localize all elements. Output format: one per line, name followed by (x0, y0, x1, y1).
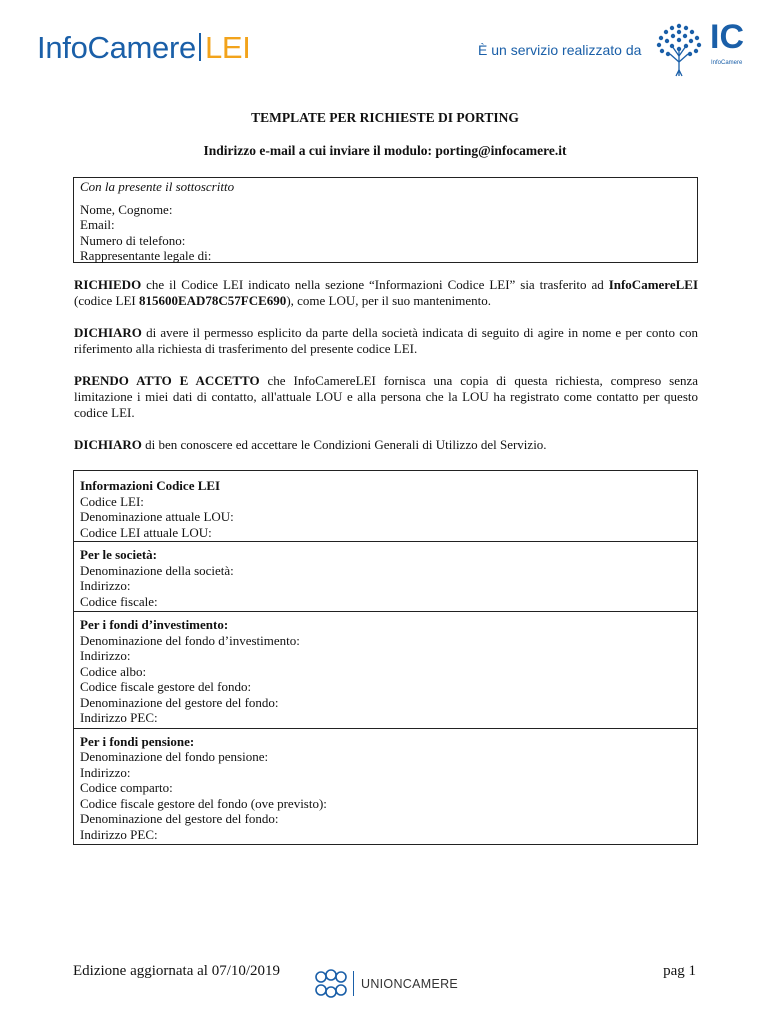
field-label: Denominazione del gestore del fondo: (80, 694, 279, 710)
p1-text-1: che il Codice LEI indicato nella sezione “Informazioni Codice LEI” sia trasferito ad (141, 277, 609, 292)
field-label: Codice fiscale gestore del fondo (ove previsto): (80, 795, 327, 811)
page-number: pag 1 (663, 963, 696, 979)
field-label: Denominazione del fondo d’investimento: (80, 632, 300, 648)
field-label: Denominazione della società: (80, 562, 234, 578)
p4-bold: DICHIARO (74, 437, 142, 452)
signer-field-email: Email: (80, 217, 115, 232)
signer-box (73, 177, 698, 263)
p2-text: di avere il permesso esplicito da parte della società indicata di seguito di agire in nome e per conto con riferimento alla richiesta di trasferimento del presente codice LEI. (74, 325, 698, 356)
unioncamere-text: UNIONCAMERE (361, 977, 459, 991)
signer-field-legal-rep: Rappresentante legale di: (80, 248, 212, 263)
signer-field-name: Nome, Cognome: (80, 201, 173, 217)
signer-field-phone: Numero di telefono: (80, 232, 186, 248)
field-label: Codice comparto: (80, 780, 173, 795)
p4-text: di ben conoscere ed accettare le Condizioni Generali di Utilizzo del Servizio. (141, 437, 547, 452)
field-label: Indirizzo: (80, 764, 131, 780)
section-heading: Informazioni Codice LEI (80, 478, 221, 493)
ic-logo-subtext: InfoCamere (711, 60, 743, 66)
section-societa (74, 541, 697, 611)
field-label: Codice fiscale: (80, 593, 158, 609)
section-informazioni-lei (74, 471, 697, 541)
brand-main: InfoCamere (37, 30, 196, 65)
email-instruction: Indirizzo e-mail a cui inviare il modulo: porting@infocamere.it (203, 143, 567, 158)
edition-date: Edizione aggiornata al 07/10/2019 (73, 963, 281, 979)
infocamere-lei-logo (37, 30, 251, 66)
signer-intro: Con la presente il sottoscritto (80, 179, 235, 194)
field-label: Denominazione del fondo pensione: (80, 749, 269, 764)
tagline: È un servizio realizzato da (478, 42, 642, 58)
p1-bold-1: RICHIEDO (74, 277, 142, 292)
paragraph-dichiaro-permesso (74, 325, 698, 357)
section-heading: Per i fondi d’investimento: (80, 617, 229, 632)
field-label: Indirizzo: (80, 578, 131, 593)
field-label: Denominazione del gestore del fondo: (80, 811, 279, 826)
field-label: Indirizzo: (80, 648, 131, 663)
page-title: TEMPLATE PER RICHIESTE DI PORTING (251, 110, 519, 125)
p1-text-2: (codice LEI (74, 293, 139, 308)
ic-logo (650, 20, 746, 80)
p3-bold: PRENDO ATTO E ACCETTO (74, 373, 260, 388)
unioncamere-divider (353, 971, 354, 996)
field-label: Codice fiscale gestore del fondo: (80, 679, 252, 694)
field-label: Codice LEI: (80, 493, 144, 509)
unioncamere-symbol-icon (313, 968, 349, 1000)
field-label: Codice LEI attuale LOU: (80, 524, 212, 540)
field-label: Denominazione attuale LOU: (80, 509, 234, 524)
section-fondi-investimento (74, 611, 697, 728)
p2-bold: DICHIARO (74, 325, 142, 340)
paragraph-richiedo (74, 277, 698, 309)
p1-lei-code: 815600EAD78C57FCE690 (138, 293, 287, 308)
p1-text-3: ), come LOU, per il suo mantenimento. (286, 293, 492, 308)
p1-bold-2: InfoCamereLEI (608, 277, 698, 292)
field-label: Indirizzo PEC: (80, 826, 158, 842)
section-heading: Per i fondi pensione: (80, 733, 195, 749)
brand-divider (199, 33, 201, 61)
section-fondi-pensione (74, 728, 697, 845)
field-label: Indirizzo PEC: (80, 710, 158, 725)
info-box (73, 470, 698, 845)
paragraph-prendo-atto (74, 373, 698, 421)
ic-logo-text: IC (710, 18, 744, 56)
section-heading: Per le società: (80, 547, 157, 562)
p3-text: che InfoCamereLEI fornisca una copia di questa richiesta, compreso senza limitazione i miei dati di contatto, all'attuale LOU e alla persona che la LOU ha registrato come contatto per questo codice LEI. (74, 373, 699, 420)
tree-icon (650, 20, 708, 78)
brand-suffix: LEI (204, 30, 251, 65)
paragraph-dichiaro-condizioni (74, 437, 698, 453)
field-label: Codice albo: (80, 663, 147, 679)
